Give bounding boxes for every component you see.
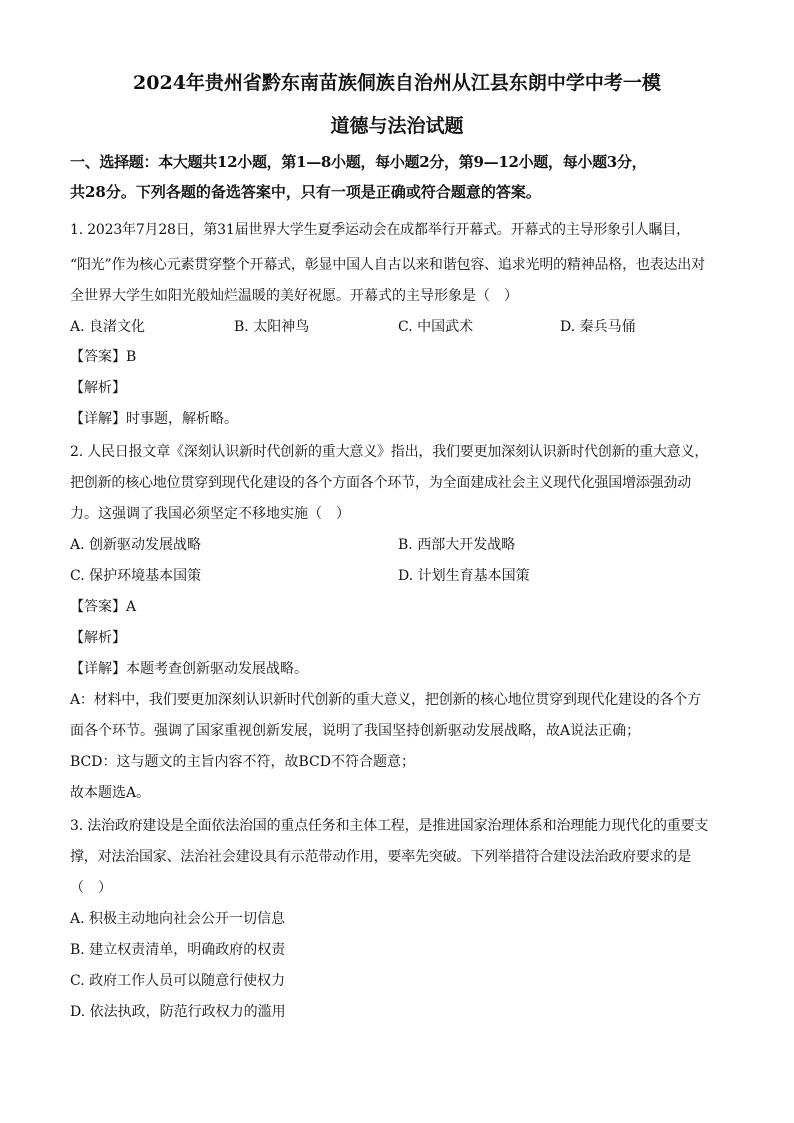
q1-answer: 【答案】B: [70, 349, 137, 365]
q3-option-b: B. 建立权责清单，明确政府的权责: [70, 942, 286, 958]
section-heading-line-1: 一、选择题：本大题共12小题，第1—8小题，每小题2分，第9—12小题，每小题3分，: [70, 153, 647, 171]
q2-line-3: 力。这强调了我国必须坚定不移地实施（ ）: [70, 506, 350, 522]
q2-explanation-1: A：材料中，我们要更加深刻认识新时代创新的重大意义，把创新的核心地位贯穿到现代化建设的各个方: [70, 692, 701, 708]
q2-explanation-3: BCD：这与题文的主旨内容不符，故BCD不符合题意；: [70, 754, 415, 770]
document-title: 2024年贵州省黔东南苗族侗族自治州从江县东朗中学中考一模: [133, 72, 661, 94]
q1-option-c: C. 中国武术: [398, 319, 474, 335]
section-heading-line-2: 共28分。下列各题的备选答案中，只有一项是正确或符合题意的答案。: [70, 183, 541, 201]
q1-analysis: 【解析】: [70, 380, 126, 396]
q1-line-1: 1. 2023年7月28日，第31届世界大学生夏季运动会在成都举行开幕式。开幕式的主导形象引人瞩目，: [70, 222, 690, 238]
q3-line-3: （ ）: [70, 880, 112, 896]
q1-line-2: “阳光”作为核心元素贯穿整个开幕式，彰显中国人自古以来和谐包容、追求光明的精神品格，也表达出对: [70, 257, 705, 273]
q1-line-3: 全世界大学生如阳光般灿烂温暖的美好祝愿。开幕式的主导形象是（ ）: [70, 288, 518, 304]
q2-answer: 【答案】A: [70, 599, 137, 615]
q3-option-c: C. 政府工作人员可以随意行使权力: [70, 973, 286, 989]
q3-option-d: D. 依法执政，防范行政权力的滥用: [70, 1004, 286, 1020]
q1-option-d: D. 秦兵马俑: [560, 319, 636, 335]
q1-option-a: A. 良渚文化: [70, 319, 146, 335]
q2-analysis: 【解析】: [70, 630, 126, 646]
document-subtitle: 道德与法治试题: [330, 115, 464, 137]
q2-option-c: C. 保护环境基本国策: [70, 568, 202, 584]
q2-conclusion: 故本题选A。: [70, 785, 151, 801]
q2-explanation-2: 面各个环节。强调了国家重视创新发展，说明了我国坚持创新驱动发展战略，故A说法正确；: [70, 723, 641, 739]
q2-option-b: B. 西部大开发战略: [398, 537, 516, 553]
q2-option-d: D. 计划生育基本国策: [398, 568, 530, 584]
q2-detail: 【详解】本题考查创新驱动发展战略。: [70, 661, 308, 677]
q1-option-b: B. 太阳神鸟: [234, 319, 310, 335]
q3-line-1: 3. 法治政府建设是全面依法治国的重点任务和主体工程，是推进国家治理体系和治理能力现代化的重要支: [70, 818, 709, 834]
q1-detail: 【详解】时事题，解析略。: [70, 411, 238, 427]
q2-line-2: 把创新的核心地位贯穿到现代化建设的各个方面各个环节，为全面建成社会主义现代化强国增添强劲动: [70, 475, 691, 491]
q3-option-a: A. 积极主动地向社会公开一切信息: [70, 911, 286, 927]
q2-option-a: A. 创新驱动发展战略: [70, 537, 202, 553]
q2-line-1: 2. 人民日报文章《深刻认识新时代创新的重大意义》指出，我们要更加深刻认识新时代创新的重大意义，: [70, 444, 709, 460]
q3-line-2: 撑，对法治国家、法治社会建设具有示范带动作用，要率先突破。下列举措符合建设法治政府要求的是: [70, 849, 691, 865]
